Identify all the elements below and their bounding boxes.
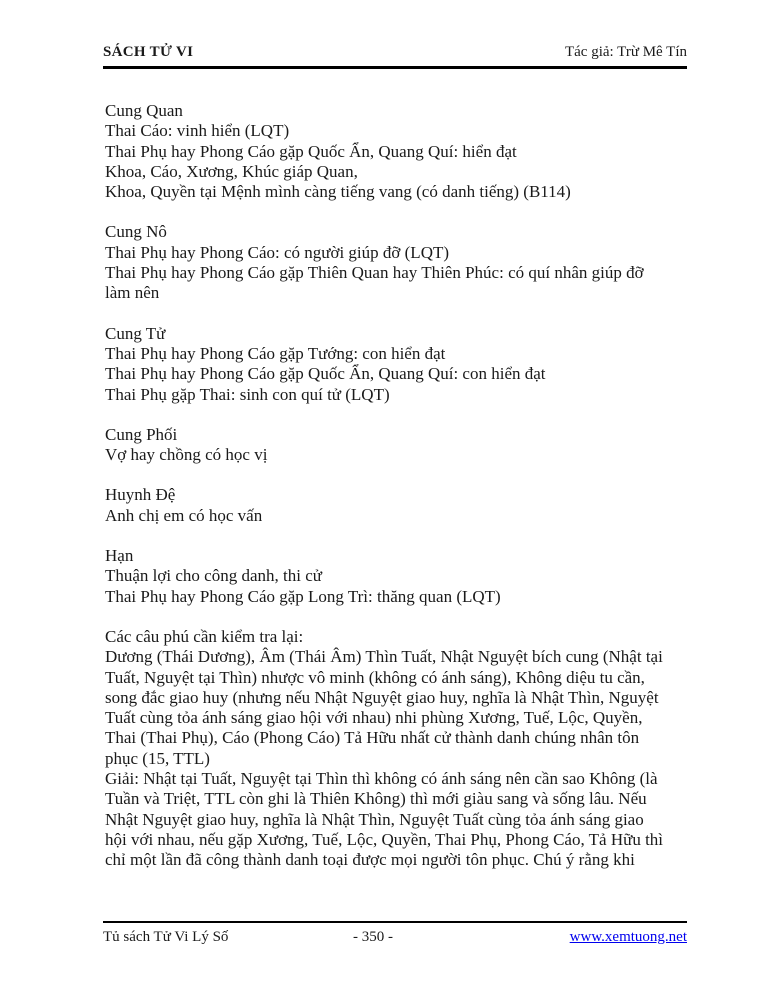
- text-line: Thuận lợi cho công danh, thi cử: [105, 566, 322, 586]
- footer-series-title: Tủ sách Tử Vi Lý Số: [103, 929, 229, 945]
- section-heading: Hạn: [105, 546, 134, 566]
- text-line: song đắc giao huy (nhưng nếu Nhật Nguyệt giao huy, nghĩa là Nhật Thìn, Nguyệt: [105, 687, 659, 707]
- author-credit: Tác giả: Trừ Mê Tín: [564, 44, 687, 60]
- text-section: [105, 485, 711, 526]
- text-line: Thai Phụ hay Phong Cáo gặp Long Trì: thăng quan (LQT): [105, 586, 501, 606]
- text-line: Tuần và Triệt, TTL còn ghi là Thiên Không) thì mới giàu sang và sống lâu. Nếu: [105, 789, 647, 809]
- page-header: [103, 42, 687, 69]
- text-line: Thai (Thai Phụ), Cáo (Phong Cáo) Tả Hữu nhất cử thành danh chúng nhân tôn: [105, 728, 640, 748]
- text-line: hội với nhau, nếu gặp Xương, Tuế, Lộc, Quyền, Thai Phụ, Phong Cáo, Tả Hữu thì: [105, 829, 664, 849]
- text-line: Khoa, Cáo, Xương, Khúc giáp Quan,: [105, 161, 358, 181]
- text-line: làm nên: [105, 283, 160, 303]
- text-line: Thai Phụ gặp Thai: sinh con quí tử (LQT): [105, 384, 390, 404]
- text-line: Anh chị em có học vấn: [105, 505, 263, 525]
- text-line: Thai Phụ hay Phong Cáo gặp Quốc Ẩn, Quang Quí: hiển đạt: [105, 141, 517, 161]
- text-line: Thai Phụ hay Phong Cáo gặp Quốc Ẩn, Quang Quí: con hiển đạt: [105, 364, 546, 384]
- text-line: Giải: Nhật tại Tuất, Nguyệt tại Thìn thì không có ánh sáng nên cần sao Không (là: [105, 769, 658, 789]
- text-line: Thai Phụ hay Phong Cáo: có người giúp đỡ (LQT): [105, 242, 450, 262]
- text-line: Dương (Thái Dương), Âm (Thái Âm) Thìn Tuất, Nhật Nguyệt bích cung (Nhật tại: [105, 647, 663, 667]
- section-heading: Cung Nô: [105, 222, 167, 242]
- book-title: SÁCH TỬ VI: [103, 44, 194, 60]
- section-heading: Cung Phối: [105, 424, 178, 444]
- text-section: [105, 101, 711, 202]
- page-footer: [103, 921, 687, 947]
- section-heading: Các câu phú cần kiểm tra lại:: [105, 626, 304, 646]
- text-section: [105, 546, 711, 607]
- text-line: Thai Cáo: vinh hiển (LQT): [105, 121, 290, 141]
- text-line: Nhật Nguyệt giao huy, nghĩa là Nhật Thìn, Nguyệt Tuất cùng tỏa ánh sáng giao: [105, 809, 644, 829]
- text-line: Tuất cùng tỏa ánh sáng giao hội với nhau) nhi phùng Xương, Tuế, Lộc, Quyền,: [105, 708, 643, 728]
- text-line: phục (15, TTL): [105, 748, 210, 768]
- text-line: Tuất, Nguyệt tại Thìn) nhược vô minh (không có ánh sáng), Không diệu tu cần,: [105, 667, 645, 687]
- section-heading: Cung Quan: [105, 101, 183, 120]
- text-line: Thai Phụ hay Phong Cáo gặp Thiên Quan hay Thiên Phúc: có quí nhân giúp đỡ: [105, 263, 644, 283]
- text-line: chỉ một lần đã công thành danh toại được mọi người tôn phục. Chú ý rằng khi: [105, 850, 635, 870]
- text-line: Vợ hay chồng có học vị: [105, 445, 268, 465]
- text-section: [105, 627, 711, 871]
- text-line: Thai Phụ hay Phong Cáo gặp Tướng: con hiển đạt: [105, 343, 446, 363]
- website-link[interactable]: www.xemtuong.net: [569, 929, 687, 945]
- text-section: [105, 324, 711, 405]
- page-body: [105, 101, 711, 871]
- text-section: [105, 222, 711, 303]
- section-heading: Cung Tử: [105, 323, 166, 343]
- text-section: [105, 425, 711, 466]
- page-number: - 350 -: [353, 929, 393, 945]
- text-line: Khoa, Quyền tại Mệnh mình càng tiếng vang (có danh tiếng) (B114): [105, 182, 571, 202]
- section-heading: Huynh Đệ: [105, 485, 176, 505]
